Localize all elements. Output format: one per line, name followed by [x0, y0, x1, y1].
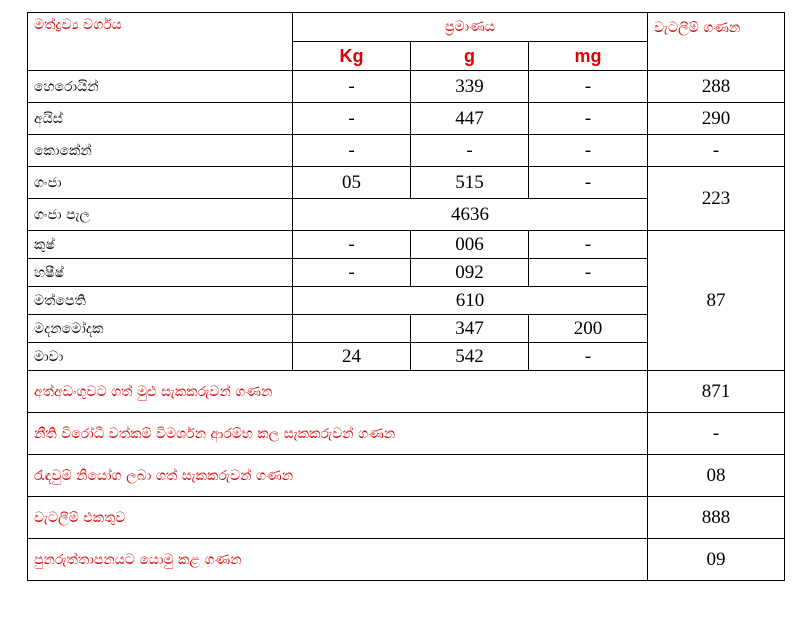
raids-value: 290: [648, 103, 785, 135]
drug-name: හෂීෂ්: [28, 259, 293, 287]
summary-row: [28, 455, 785, 497]
kg-value: 24: [293, 343, 411, 371]
summary-row: [28, 371, 785, 413]
table-row: [28, 231, 785, 259]
drug-name: හෙරොයින්: [28, 71, 293, 103]
drug-name: අයිස්: [28, 103, 293, 135]
kg-value: -: [293, 259, 411, 287]
mg-value: -: [529, 343, 648, 371]
drug-name: කුෂ්: [28, 231, 293, 259]
g-value: 006: [411, 231, 529, 259]
summary-label: නීති විරෝධී වත්කම් විමර්ශන ආරම්භ කල සැකකරුවන් ගණන: [28, 413, 648, 455]
summary-row: [28, 539, 785, 581]
summary-label: අත්අඩංගුවට ගත් මුළු සැකකරුවන් ගණන: [28, 371, 648, 413]
mg-value: 200: [529, 315, 648, 343]
drug-name: මත්පෙති: [28, 287, 293, 315]
table-row: [28, 71, 785, 103]
unit-g: g: [411, 42, 529, 71]
kg-value: -: [293, 71, 411, 103]
summary-label: වැටලීම් එකතුව: [28, 497, 648, 539]
table-row: [28, 103, 785, 135]
mg-value: -: [529, 135, 648, 167]
drug-name: මාවා: [28, 343, 293, 371]
summary-label: රැඳවුම් නියෝග ලබා ගත් සැකකරුවන් ගණන: [28, 455, 648, 497]
kg-value: [293, 315, 411, 343]
table-row: [28, 135, 785, 167]
mg-value: -: [529, 71, 648, 103]
raids-value-merged: 87: [648, 231, 785, 371]
g-value: 092: [411, 259, 529, 287]
drug-name: ගංජා: [28, 167, 293, 199]
g-value: 447: [411, 103, 529, 135]
summary-row: [28, 497, 785, 539]
raids-value-merged: 223: [648, 167, 785, 231]
drug-name: කොකේන්: [28, 135, 293, 167]
table-row: [28, 167, 785, 199]
summary-value: -: [648, 413, 785, 455]
summary-label: පුනරුත්තාපනයට යොමු කළ ගණන: [28, 539, 648, 581]
raids-value: 288: [648, 71, 785, 103]
unit-mg: mg: [529, 42, 648, 71]
mg-value: -: [529, 231, 648, 259]
summary-value: 871: [648, 371, 785, 413]
quantity-header: ප්‍රමාණය: [293, 13, 648, 42]
drug-name: මදනමෝදක: [28, 315, 293, 343]
raids-value: -: [648, 135, 785, 167]
drug-seizure-table: [27, 12, 785, 581]
kg-value: -: [293, 231, 411, 259]
g-value: -: [411, 135, 529, 167]
kg-value: 05: [293, 167, 411, 199]
count-value: 610: [293, 287, 648, 315]
summary-value: 08: [648, 455, 785, 497]
mg-value: -: [529, 103, 648, 135]
g-value: 515: [411, 167, 529, 199]
count-value: 4636: [293, 199, 648, 231]
summary-row: [28, 413, 785, 455]
header-row-top: [28, 13, 785, 42]
drug-name: ගංජා පැල: [28, 199, 293, 231]
g-value: 347: [411, 315, 529, 343]
kg-value: -: [293, 103, 411, 135]
unit-kg: Kg: [293, 42, 411, 71]
summary-value: 09: [648, 539, 785, 581]
mg-value: -: [529, 167, 648, 199]
raids-header: වැටලීම් ගණන: [648, 13, 785, 71]
g-value: 339: [411, 71, 529, 103]
drug-type-header: මත්ද්‍රව්‍ය වර්ගය: [28, 13, 293, 71]
kg-value: -: [293, 135, 411, 167]
mg-value: -: [529, 259, 648, 287]
summary-value: 888: [648, 497, 785, 539]
g-value: 542: [411, 343, 529, 371]
